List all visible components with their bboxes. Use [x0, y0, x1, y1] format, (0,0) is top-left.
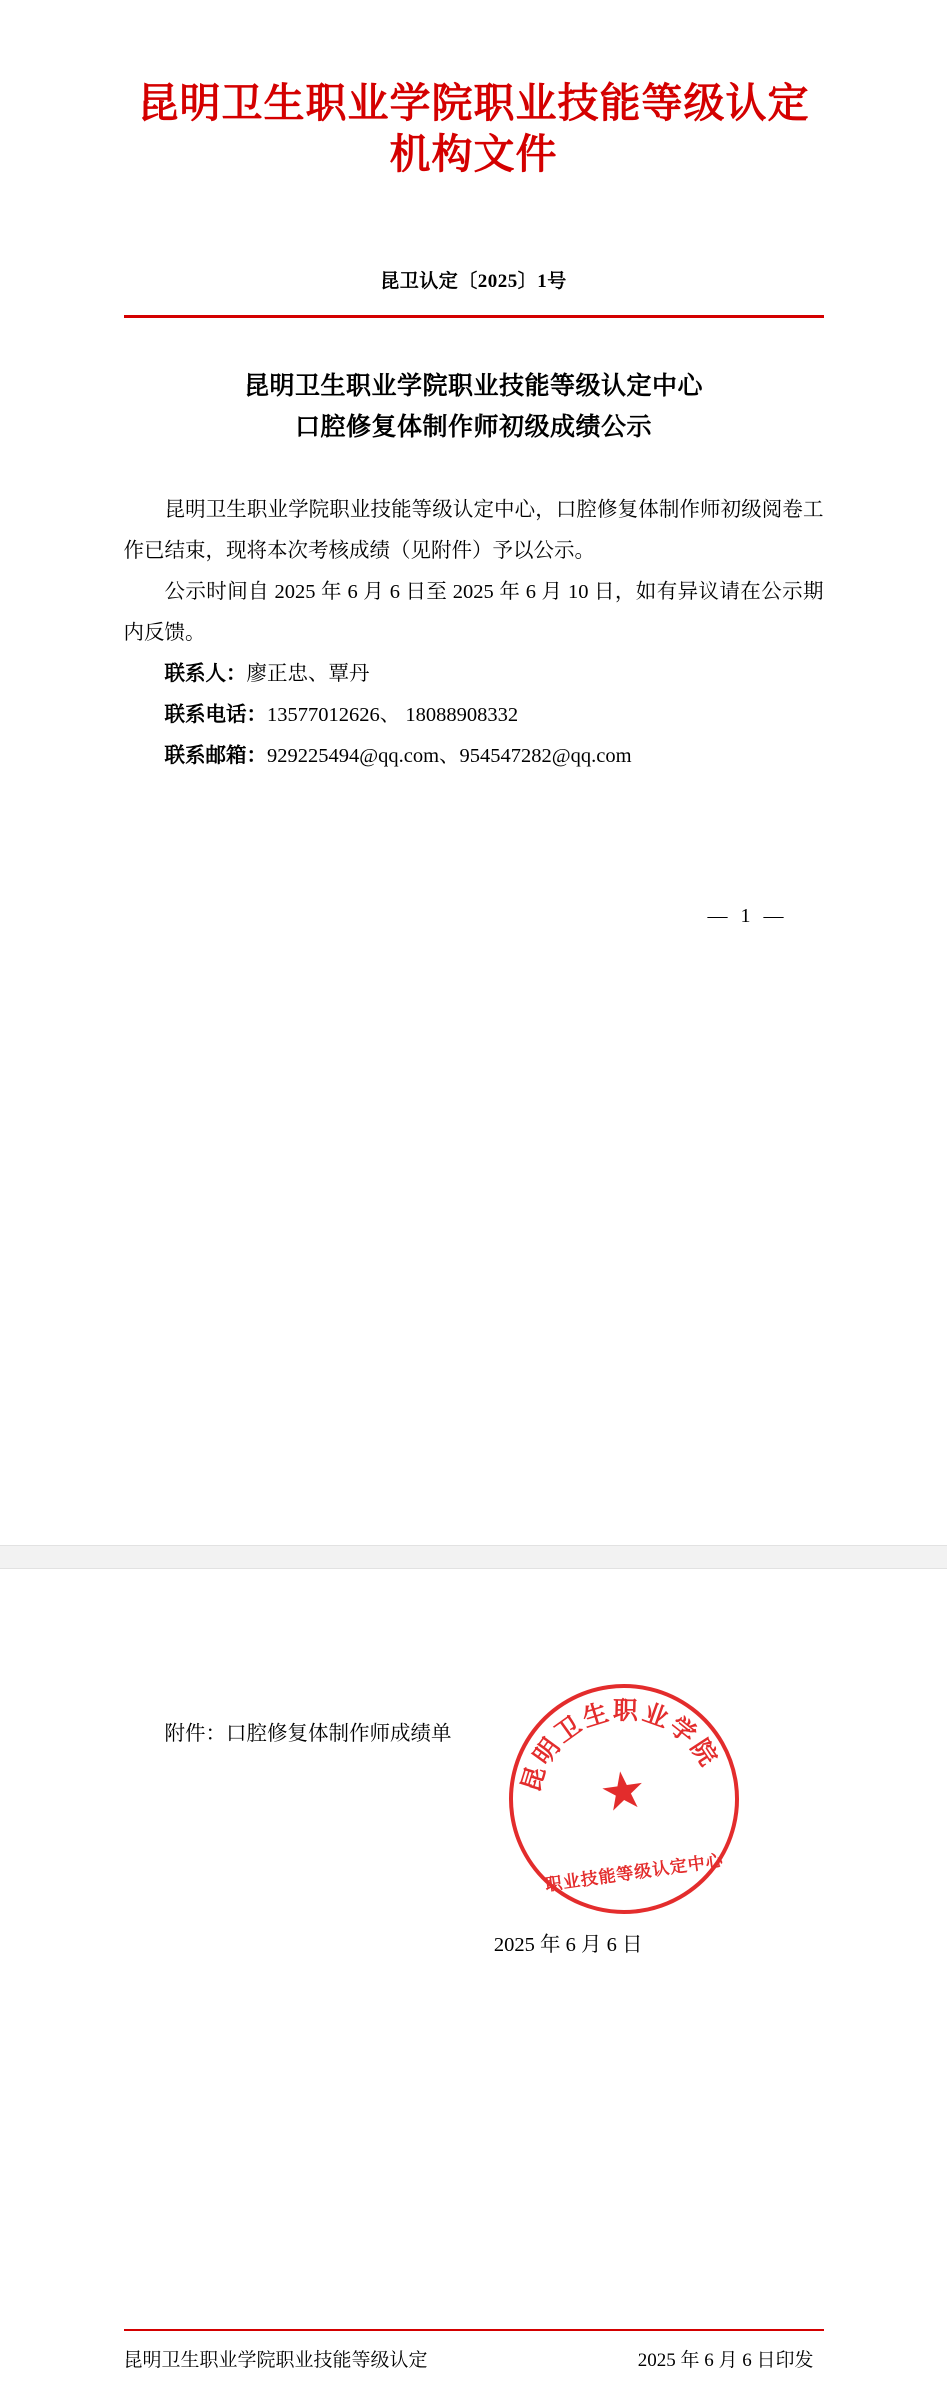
- seal-bottom-text: 职业技能等级认定中心: [543, 1850, 725, 1895]
- seal-date: 2025 年 6 月 6 日: [493, 1934, 643, 1956]
- contact-phone-label: 联系电话：: [164, 704, 267, 726]
- footer-issuer: 昆明卫生职业学院职业技能等级认定: [123, 2350, 428, 2371]
- document-header-title: 昆明卫生职业学院职业技能等级认定机构文件: [137, 80, 810, 178]
- page-number-1: — 1 —: [707, 905, 788, 927]
- header-red-divider: [124, 315, 824, 318]
- page-2-content: [124, 1569, 824, 1956]
- document-footer: [0, 2329, 947, 2400]
- contact-email-row: [124, 736, 824, 777]
- contact-email-label: 联系邮箱：: [164, 745, 267, 767]
- document-number: 昆卫认定〔2025〕1号: [380, 270, 567, 292]
- contact-phone-value: 13577012626、 18088908332: [267, 704, 519, 726]
- subject-line-2: 口腔修复体制作师初级成绩公示: [294, 413, 652, 441]
- body-paragraph-1: 昆明卫生职业学院职业技能等级认定中心，口腔修复体制作师初级阅卷工作已结束，现将本次考核成绩（见附件）予以公示。: [123, 499, 824, 562]
- attachment-line: 附件：口腔修复体制作师成绩单: [164, 1723, 452, 1745]
- footer-row: [124, 2331, 824, 2372]
- contact-email-value: 929225494@qq.com、954547282@qq.com: [267, 745, 632, 767]
- subject-line-1: 昆明卫生职业学院职业技能等级认定中心: [243, 372, 703, 400]
- contact-person-value: 廖正忠、覃丹: [246, 663, 370, 685]
- official-seal: [493, 1684, 739, 1956]
- page-separator: [0, 1545, 947, 1569]
- page-number-area-1: [124, 897, 824, 957]
- page-1-content: [124, 0, 824, 293]
- contact-person-label: 联系人：: [164, 663, 247, 685]
- star-icon: ★: [595, 1760, 650, 1824]
- document-subject: [124, 366, 824, 449]
- document-page-2: [0, 1569, 947, 2329]
- contact-phone-row: [124, 695, 824, 736]
- seal-circle: [494, 1669, 754, 1929]
- footer-spacer: [0, 2372, 947, 2400]
- page-1-body: [124, 366, 824, 958]
- footer-issue-date: 2025 年 6 月 6 日印发: [637, 2350, 814, 2371]
- seal-arc-text: 昆明卫生职业学院: [517, 1697, 723, 1796]
- body-paragraph-2: 公示时间自 2025 年 6 月 6 日至 2025 年 6 月 10 日，如有异议请在公示期内反馈。: [123, 581, 824, 644]
- contact-person-row: [124, 654, 824, 695]
